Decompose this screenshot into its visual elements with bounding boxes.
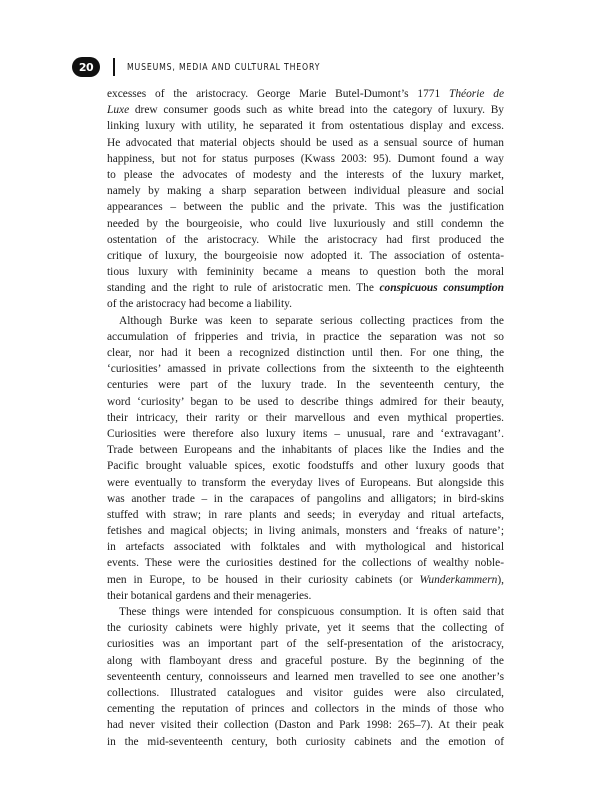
text-segment: Curiosities were therefore also luxury items – unusual, rare and ‘extravagant’. — [107, 427, 504, 440]
text-segment: the curiosity cabinets were highly private, yet it seems that the collecting of — [107, 622, 504, 635]
page-header — [72, 56, 363, 78]
text-line — [107, 86, 504, 102]
text-segment: critique of luxury, the bourgeoisie now adopted it. The association of ostenta- — [107, 249, 504, 262]
text-line — [107, 329, 504, 345]
text-line — [107, 232, 504, 248]
text-segment: tious luxury with femininity became a means to question both the moral — [107, 266, 504, 279]
text-segment: had never visited their collection (Daston and Park 1998: 265–7). At their peak — [107, 719, 504, 732]
text-line — [107, 167, 504, 183]
text-segment: These things were intended for conspicuous consumption. It is often said that — [119, 606, 504, 618]
text-line — [107, 102, 504, 118]
text-line — [107, 685, 504, 701]
text-line — [107, 604, 504, 620]
text-segment: happiness, but not for status purposes (Kwass 2003: 95). Dumont found a way — [107, 152, 504, 165]
emphasis-text: Wunderkammern — [419, 573, 498, 586]
text-line — [107, 426, 504, 442]
paragraph — [107, 86, 504, 313]
text-line — [107, 507, 504, 523]
text-line — [107, 701, 504, 717]
text-segment: drew consumer goods such as white bread into the category of luxury. By — [129, 104, 504, 117]
text-line — [107, 475, 504, 491]
text-segment: along with flamboyant dress and graceful posture. By the beginning of the — [107, 654, 504, 667]
emphasis-text: Luxe — [107, 104, 130, 117]
text-segment: clear, nor had it been a recognized distinction until then. For one thing, the — [107, 347, 504, 359]
text-line — [107, 151, 504, 167]
text-segment: excesses of the aristocracy. George Marie Butel-Dumont’s 1771 — [107, 88, 449, 100]
text-line — [107, 523, 504, 539]
text-line — [107, 539, 504, 555]
text-segment: standing and the right to rule of aristocratic men. The — [107, 282, 380, 295]
text-line — [107, 264, 504, 280]
text-segment: linking luxury with utility, he separated it from ostentatious display and excess. — [107, 120, 504, 133]
text-segment: accumulation of fripperies and trivia, in practice the separation was not so — [107, 330, 504, 343]
text-segment: cementing the reputation of princes and collectors in the minds of those who — [107, 703, 504, 716]
emphasis-text: Théorie de — [448, 88, 504, 100]
text-line — [107, 296, 504, 312]
text-segment: He advocated that material objects should be used as a sensual source of human — [107, 136, 504, 149]
text-line — [107, 199, 504, 215]
text-segment: fetishes and magical objects; in living animals, monsters and ‘freaks of nature’; — [107, 525, 504, 538]
text-line — [107, 216, 504, 232]
page-number: 20 — [72, 57, 100, 77]
text-segment: needed by the bourgeoisie, who could live luxuriously and still condemn the — [107, 217, 504, 230]
text-line — [107, 653, 504, 669]
text-segment: Although Burke was keen to separate serious collecting practices from the — [119, 314, 504, 327]
text-segment: in the mid-seventeenth century, both curiosity cabinets and the emotion of — [107, 735, 504, 748]
text-segment: were eventually to transform the everyday lives of Europeans. But alongside this — [107, 476, 504, 489]
text-segment: was another trade – in the carapaces of pangolins and alligators; in bird-skins — [107, 492, 504, 505]
text-line — [107, 734, 504, 750]
text-segment: word ‘curiosity’ began to be used to describe things admired for their beauty, — [107, 395, 504, 408]
text-line — [107, 361, 504, 377]
text-segment: ostentation of the aristocracy. While the aristocracy had first produced the — [107, 233, 504, 246]
text-segment: collections. Illustrated catalogues and visitor guides were also circulated, — [107, 686, 504, 699]
text-line — [107, 491, 504, 507]
emphasis-text: conspicuous consumption — [379, 282, 504, 295]
text-line — [107, 588, 504, 604]
text-line — [107, 118, 504, 134]
text-line — [107, 717, 504, 733]
text-line — [107, 669, 504, 685]
text-segment: of the aristocracy had become a liability. — [107, 298, 292, 311]
text-segment: namely by making a sharp separation between individual pleasure and social — [107, 185, 504, 198]
text-line — [107, 280, 504, 296]
paragraph — [107, 604, 504, 750]
text-line — [107, 458, 504, 474]
text-segment: their intricacy, their rarity or their marvellous and even mythical properties. — [107, 411, 504, 424]
text-segment: Pacific brought valuable spices, exotic foodstuffs and other luxury goods that — [107, 460, 504, 473]
text-line — [107, 345, 504, 361]
paragraph — [107, 313, 504, 604]
text-line — [107, 135, 504, 151]
text-segment: seventeenth century, connoisseurs and learned men travelled to see one another’s — [107, 670, 504, 683]
text-segment: to please the advocates of modesty and the interests of the luxury market, — [107, 168, 504, 181]
text-segment: ‘curiosities’ amassed in private collections from the sixteenth to the eighteenth — [107, 363, 504, 376]
text-line — [107, 377, 504, 393]
text-segment: Trade between Europeans and the inhabitants of places like the Indies and the — [107, 444, 504, 457]
text-line — [107, 572, 504, 588]
text-segment: centuries were part of the luxury trade. In the seventeenth century, the — [107, 379, 504, 392]
text-segment: events. These were the curiosities destined for the collections of wealthy noble- — [107, 557, 504, 570]
text-line — [107, 620, 504, 636]
text-line — [107, 555, 504, 571]
text-line — [107, 636, 504, 652]
text-segment: in artefacts associated with folktales and with mythological and historical — [107, 541, 504, 554]
text-segment: their botanical gardens and their menageries. — [107, 589, 312, 602]
text-line — [107, 410, 504, 426]
text-segment: appearances – between the public and the private. This was the justification — [107, 201, 504, 214]
text-line — [107, 442, 504, 458]
text-segment: curiosities was an important part of the self-presentation of the aristocracy, — [107, 638, 504, 651]
text-segment: ), — [497, 573, 504, 586]
text-line — [107, 394, 504, 410]
text-segment: stuffed with straw; in rare plants and seeds; in everyday and ritual artefacts, — [107, 508, 504, 521]
body-text — [107, 86, 504, 750]
text-segment: men in Europe, to be housed in their curiosity cabinets (or — [107, 573, 420, 586]
text-line — [107, 313, 504, 329]
text-line — [107, 248, 504, 264]
text-line — [107, 183, 504, 199]
header-divider — [113, 58, 115, 76]
running-head: MUSEUMS, MEDIA AND CULTURAL THEORY — [127, 61, 321, 73]
